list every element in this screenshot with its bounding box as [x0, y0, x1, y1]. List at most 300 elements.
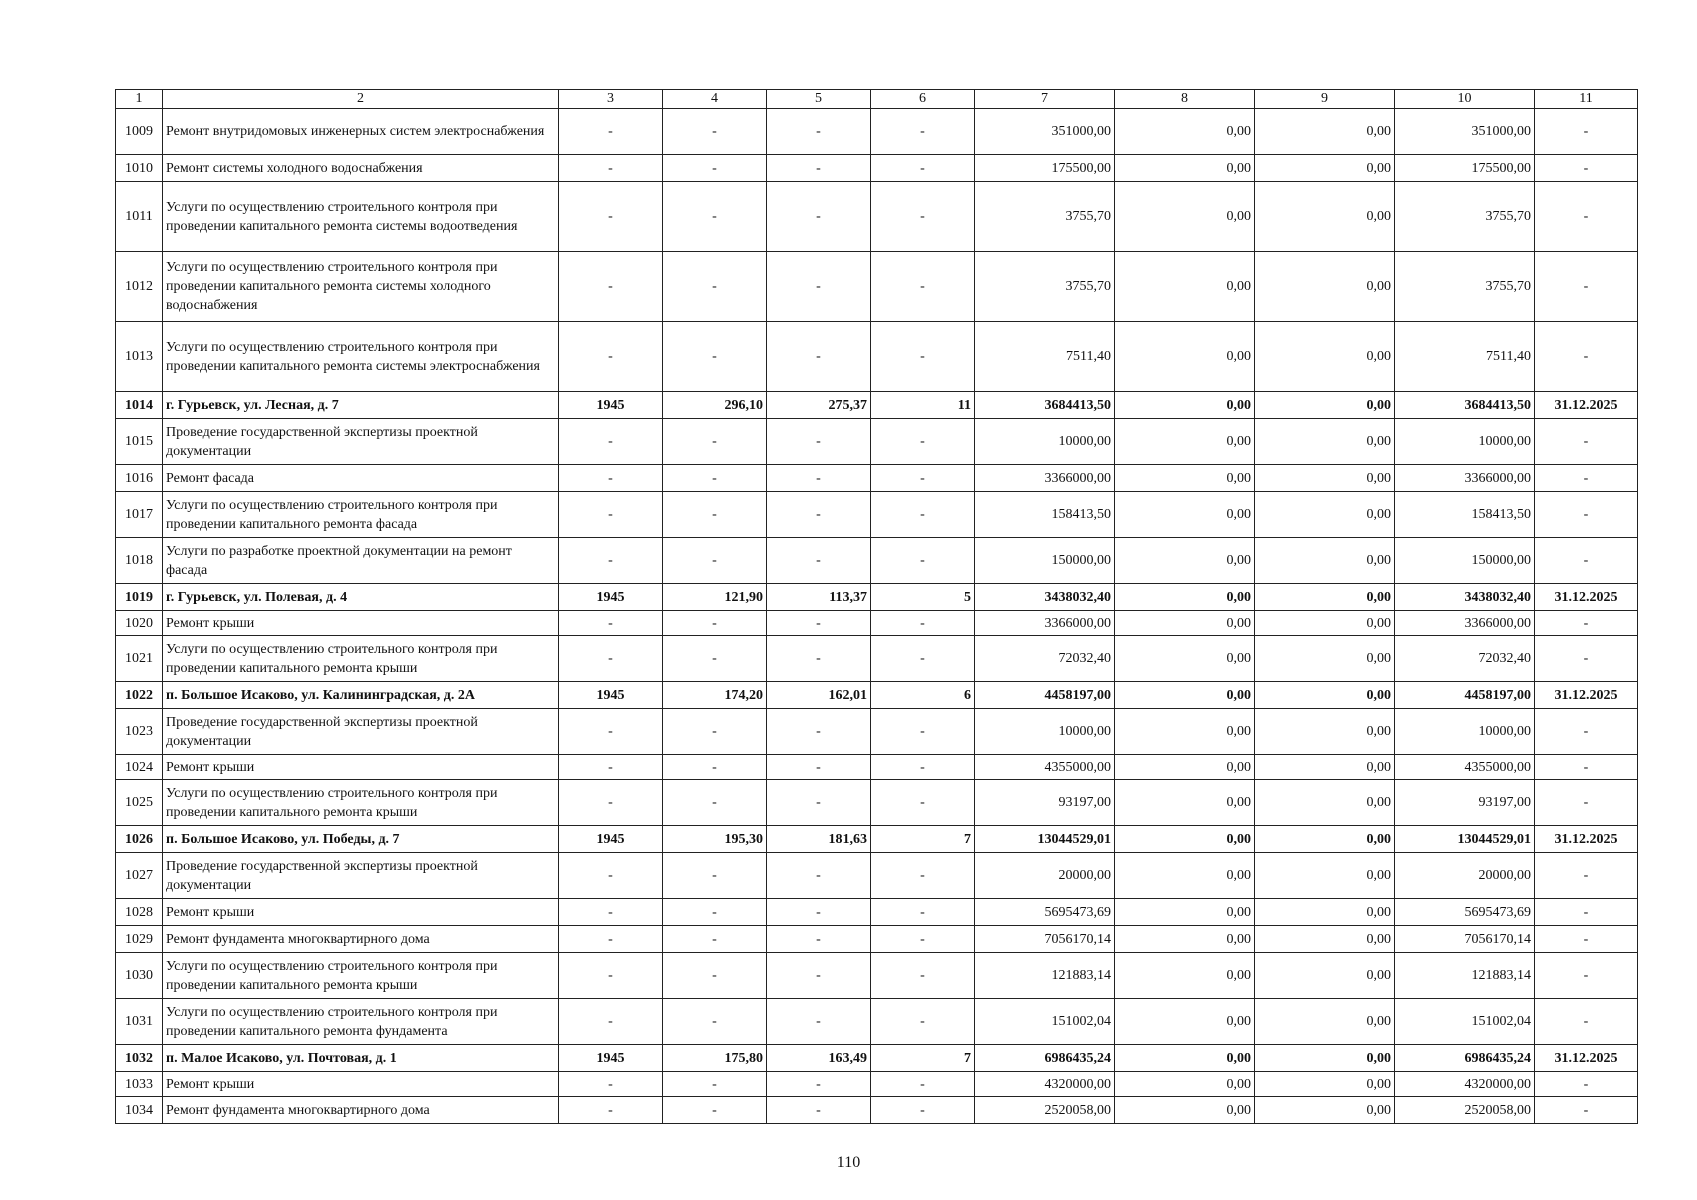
cost-col-9-cell: 0,00: [1255, 492, 1395, 538]
total-cost-cell: 351000,00: [975, 109, 1115, 155]
total-area-cell: 174,20: [663, 682, 767, 709]
completion-date-cell: -: [1535, 953, 1638, 999]
cost-col-10-cell: 175500,00: [1395, 155, 1535, 182]
living-area-cell: -: [767, 492, 871, 538]
total-area-cell: -: [663, 755, 767, 780]
cost-col-8-cell: 0,00: [1115, 584, 1255, 611]
living-area-cell: 113,37: [767, 584, 871, 611]
cost-col-9-cell: 0,00: [1255, 1097, 1395, 1124]
residents-count-cell: -: [871, 1072, 975, 1097]
table-row: [116, 492, 1638, 538]
cost-col-8-cell: 0,00: [1115, 465, 1255, 492]
table-row: [116, 538, 1638, 584]
completion-date-cell: -: [1535, 780, 1638, 826]
row-number-cell: 1014: [116, 392, 163, 419]
completion-date-cell: -: [1535, 636, 1638, 682]
year-built-cell: -: [559, 780, 663, 826]
row-number-cell: 1009: [116, 109, 163, 155]
header-row: [116, 90, 1638, 109]
work-description-cell: Проведение государственной экспертизы проектной документации: [163, 853, 559, 899]
row-number-cell: 1021: [116, 636, 163, 682]
cost-col-9-cell: 0,00: [1255, 999, 1395, 1045]
total-area-cell: -: [663, 611, 767, 636]
year-built-cell: 1945: [559, 392, 663, 419]
total-area-cell: -: [663, 636, 767, 682]
total-cost-cell: 7511,40: [975, 322, 1115, 392]
residents-count-cell: 7: [871, 1045, 975, 1072]
year-built-cell: 1945: [559, 1045, 663, 1072]
residents-count-cell: 6: [871, 682, 975, 709]
cost-col-10-cell: 4320000,00: [1395, 1072, 1535, 1097]
work-description-cell: Услуги по осуществлению строительного контроля при проведении капитального ремонта системы холодного водоснабжения: [163, 252, 559, 322]
work-description-cell: Ремонт фундамента многоквартирного дома: [163, 926, 559, 953]
table-body: [116, 109, 1638, 1124]
total-cost-cell: 13044529,01: [975, 826, 1115, 853]
table-row: [116, 109, 1638, 155]
total-area-cell: -: [663, 155, 767, 182]
cost-col-8-cell: 0,00: [1115, 252, 1255, 322]
work-description-cell: Услуги по осуществлению строительного контроля при проведении капитального ремонта системы электроснабжения: [163, 322, 559, 392]
total-cost-cell: 151002,04: [975, 999, 1115, 1045]
table-row: [116, 465, 1638, 492]
residents-count-cell: -: [871, 155, 975, 182]
work-description-cell: Услуги по осуществлению строительного контроля при проведении капитального ремонта крыши: [163, 780, 559, 826]
cost-col-8-cell: 0,00: [1115, 182, 1255, 252]
cost-col-8-cell: 0,00: [1115, 611, 1255, 636]
work-description-cell: Ремонт крыши: [163, 755, 559, 780]
cost-col-8-cell: 0,00: [1115, 636, 1255, 682]
cost-col-9-cell: 0,00: [1255, 1072, 1395, 1097]
total-area-cell: -: [663, 252, 767, 322]
total-cost-cell: 4320000,00: [975, 1072, 1115, 1097]
cost-col-9-cell: 0,00: [1255, 826, 1395, 853]
completion-date-cell: -: [1535, 182, 1638, 252]
header-cell-10: 10: [1395, 90, 1535, 109]
table-row: [116, 780, 1638, 826]
residents-count-cell: -: [871, 611, 975, 636]
living-area-cell: -: [767, 709, 871, 755]
residents-count-cell: -: [871, 709, 975, 755]
living-area-cell: -: [767, 1097, 871, 1124]
table-row: [116, 322, 1638, 392]
work-description-cell: Ремонт системы холодного водоснабжения: [163, 155, 559, 182]
cost-col-10-cell: 2520058,00: [1395, 1097, 1535, 1124]
table-row: [116, 999, 1638, 1045]
work-description-cell: п. Малое Исаково, ул. Почтовая, д. 1: [163, 1045, 559, 1072]
row-number-cell: 1026: [116, 826, 163, 853]
row-number-cell: 1020: [116, 611, 163, 636]
completion-date-cell: -: [1535, 611, 1638, 636]
completion-date-cell: -: [1535, 899, 1638, 926]
header-cell-7: 7: [975, 90, 1115, 109]
table-row: [116, 611, 1638, 636]
living-area-cell: 181,63: [767, 826, 871, 853]
residents-count-cell: -: [871, 322, 975, 392]
living-area-cell: -: [767, 853, 871, 899]
table-row: [116, 1072, 1638, 1097]
living-area-cell: -: [767, 252, 871, 322]
cost-col-10-cell: 3438032,40: [1395, 584, 1535, 611]
cost-col-9-cell: 0,00: [1255, 322, 1395, 392]
cost-col-10-cell: 3755,70: [1395, 182, 1535, 252]
header-cell-6: 6: [871, 90, 975, 109]
year-built-cell: -: [559, 636, 663, 682]
row-number-cell: 1010: [116, 155, 163, 182]
cost-col-8-cell: 0,00: [1115, 953, 1255, 999]
completion-date-cell: -: [1535, 755, 1638, 780]
year-built-cell: -: [559, 953, 663, 999]
page-number: 110: [836, 1154, 861, 1171]
cost-col-8-cell: 0,00: [1115, 392, 1255, 419]
cost-col-10-cell: 20000,00: [1395, 853, 1535, 899]
completion-date-cell: -: [1535, 1072, 1638, 1097]
year-built-cell: -: [559, 252, 663, 322]
cost-col-9-cell: 0,00: [1255, 465, 1395, 492]
completion-date-cell: 31.12.2025: [1535, 682, 1638, 709]
total-cost-cell: 3684413,50: [975, 392, 1115, 419]
header-cell-4: 4: [663, 90, 767, 109]
cost-col-9-cell: 0,00: [1255, 953, 1395, 999]
total-area-cell: -: [663, 780, 767, 826]
total-cost-cell: 3438032,40: [975, 584, 1115, 611]
total-area-cell: -: [663, 899, 767, 926]
cost-col-10-cell: 5695473,69: [1395, 899, 1535, 926]
row-number-cell: 1031: [116, 999, 163, 1045]
year-built-cell: -: [559, 419, 663, 465]
table-row: [116, 926, 1638, 953]
table-row: [116, 755, 1638, 780]
work-description-cell: Ремонт внутридомовых инженерных систем электроснабжения: [163, 109, 559, 155]
total-area-cell: -: [663, 492, 767, 538]
total-cost-cell: 20000,00: [975, 853, 1115, 899]
row-number-cell: 1017: [116, 492, 163, 538]
work-description-cell: Услуги по осуществлению строительного контроля при проведении капитального ремонта фундамента: [163, 999, 559, 1045]
cost-col-9-cell: 0,00: [1255, 109, 1395, 155]
cost-col-9-cell: 0,00: [1255, 419, 1395, 465]
living-area-cell: -: [767, 780, 871, 826]
cost-col-8-cell: 0,00: [1115, 1072, 1255, 1097]
residents-count-cell: -: [871, 853, 975, 899]
year-built-cell: -: [559, 999, 663, 1045]
work-description-cell: п. Большое Исаково, ул. Калининградская, д. 2А: [163, 682, 559, 709]
cost-col-10-cell: 7056170,14: [1395, 926, 1535, 953]
completion-date-cell: -: [1535, 1097, 1638, 1124]
row-number-cell: 1022: [116, 682, 163, 709]
total-area-cell: -: [663, 109, 767, 155]
completion-date-cell: -: [1535, 926, 1638, 953]
total-cost-cell: 10000,00: [975, 709, 1115, 755]
total-cost-cell: 4355000,00: [975, 755, 1115, 780]
cost-col-10-cell: 6986435,24: [1395, 1045, 1535, 1072]
cost-col-10-cell: 3684413,50: [1395, 392, 1535, 419]
row-number-cell: 1013: [116, 322, 163, 392]
cost-col-9-cell: 0,00: [1255, 252, 1395, 322]
year-built-cell: -: [559, 853, 663, 899]
address-row: [116, 682, 1638, 709]
cost-col-9-cell: 0,00: [1255, 780, 1395, 826]
total-cost-cell: 3755,70: [975, 182, 1115, 252]
address-row: [116, 584, 1638, 611]
total-area-cell: -: [663, 419, 767, 465]
table-row: [116, 252, 1638, 322]
row-number-cell: 1028: [116, 899, 163, 926]
residents-count-cell: 5: [871, 584, 975, 611]
total-cost-cell: 175500,00: [975, 155, 1115, 182]
total-cost-cell: 6986435,24: [975, 1045, 1115, 1072]
total-area-cell: -: [663, 1072, 767, 1097]
year-built-cell: 1945: [559, 584, 663, 611]
cost-col-8-cell: 0,00: [1115, 853, 1255, 899]
completion-date-cell: 31.12.2025: [1535, 584, 1638, 611]
total-area-cell: 175,80: [663, 1045, 767, 1072]
header-cell-11: 11: [1535, 90, 1638, 109]
row-number-cell: 1024: [116, 755, 163, 780]
total-area-cell: 195,30: [663, 826, 767, 853]
cost-col-10-cell: 3755,70: [1395, 252, 1535, 322]
year-built-cell: -: [559, 1097, 663, 1124]
row-number-cell: 1012: [116, 252, 163, 322]
living-area-cell: 162,01: [767, 682, 871, 709]
work-description-cell: Ремонт фасада: [163, 465, 559, 492]
living-area-cell: 275,37: [767, 392, 871, 419]
work-description-cell: Ремонт крыши: [163, 1072, 559, 1097]
total-area-cell: -: [663, 465, 767, 492]
residents-count-cell: -: [871, 465, 975, 492]
year-built-cell: 1945: [559, 682, 663, 709]
header-cell-1: 1: [116, 90, 163, 109]
total-cost-cell: 2520058,00: [975, 1097, 1115, 1124]
cost-col-8-cell: 0,00: [1115, 1045, 1255, 1072]
year-built-cell: -: [559, 926, 663, 953]
residents-count-cell: -: [871, 419, 975, 465]
year-built-cell: -: [559, 182, 663, 252]
work-description-cell: Услуги по осуществлению строительного контроля при проведении капитального ремонта крыши: [163, 953, 559, 999]
year-built-cell: -: [559, 1072, 663, 1097]
cost-col-9-cell: 0,00: [1255, 584, 1395, 611]
total-cost-cell: 93197,00: [975, 780, 1115, 826]
table-row: [116, 853, 1638, 899]
cost-col-8-cell: 0,00: [1115, 826, 1255, 853]
residents-count-cell: -: [871, 636, 975, 682]
living-area-cell: -: [767, 322, 871, 392]
address-row: [116, 826, 1638, 853]
residents-count-cell: -: [871, 538, 975, 584]
living-area-cell: -: [767, 636, 871, 682]
residents-count-cell: 7: [871, 826, 975, 853]
cost-col-8-cell: 0,00: [1115, 155, 1255, 182]
residents-count-cell: -: [871, 252, 975, 322]
living-area-cell: 163,49: [767, 1045, 871, 1072]
residents-count-cell: -: [871, 926, 975, 953]
completion-date-cell: 31.12.2025: [1535, 392, 1638, 419]
cost-col-8-cell: 0,00: [1115, 419, 1255, 465]
cost-col-8-cell: 0,00: [1115, 780, 1255, 826]
header-cell-5: 5: [767, 90, 871, 109]
cost-col-9-cell: 0,00: [1255, 182, 1395, 252]
cost-col-9-cell: 0,00: [1255, 155, 1395, 182]
living-area-cell: -: [767, 611, 871, 636]
cost-col-10-cell: 121883,14: [1395, 953, 1535, 999]
row-number-cell: 1016: [116, 465, 163, 492]
cost-col-10-cell: 93197,00: [1395, 780, 1535, 826]
cost-col-9-cell: 0,00: [1255, 926, 1395, 953]
cost-col-9-cell: 0,00: [1255, 611, 1395, 636]
cost-col-8-cell: 0,00: [1115, 492, 1255, 538]
table-row: [116, 419, 1638, 465]
year-built-cell: -: [559, 899, 663, 926]
address-row: [116, 392, 1638, 419]
table-row: [116, 1097, 1638, 1124]
year-built-cell: -: [559, 322, 663, 392]
cost-col-8-cell: 0,00: [1115, 322, 1255, 392]
cost-col-10-cell: 7511,40: [1395, 322, 1535, 392]
total-area-cell: -: [663, 322, 767, 392]
cost-col-8-cell: 0,00: [1115, 755, 1255, 780]
work-description-cell: Проведение государственной экспертизы проектной документации: [163, 419, 559, 465]
living-area-cell: -: [767, 755, 871, 780]
work-description-cell: Проведение государственной экспертизы проектной документации: [163, 709, 559, 755]
total-area-cell: -: [663, 953, 767, 999]
cost-col-10-cell: 13044529,01: [1395, 826, 1535, 853]
completion-date-cell: 31.12.2025: [1535, 826, 1638, 853]
row-number-cell: 1033: [116, 1072, 163, 1097]
residents-count-cell: -: [871, 1097, 975, 1124]
row-number-cell: 1019: [116, 584, 163, 611]
residents-count-cell: -: [871, 109, 975, 155]
row-number-cell: 1027: [116, 853, 163, 899]
cost-col-8-cell: 0,00: [1115, 682, 1255, 709]
cost-col-8-cell: 0,00: [1115, 538, 1255, 584]
header-cell-9: 9: [1255, 90, 1395, 109]
residents-count-cell: 11: [871, 392, 975, 419]
cost-col-8-cell: 0,00: [1115, 709, 1255, 755]
cost-col-8-cell: 0,00: [1115, 999, 1255, 1045]
row-number-cell: 1018: [116, 538, 163, 584]
cost-col-9-cell: 0,00: [1255, 538, 1395, 584]
year-built-cell: -: [559, 155, 663, 182]
completion-date-cell: -: [1535, 109, 1638, 155]
total-cost-cell: 150000,00: [975, 538, 1115, 584]
year-built-cell: -: [559, 538, 663, 584]
work-description-cell: Ремонт крыши: [163, 611, 559, 636]
total-cost-cell: 72032,40: [975, 636, 1115, 682]
cost-col-10-cell: 3366000,00: [1395, 465, 1535, 492]
header-cell-8: 8: [1115, 90, 1255, 109]
header-cell-3: 3: [559, 90, 663, 109]
completion-date-cell: -: [1535, 465, 1638, 492]
total-area-cell: 121,90: [663, 584, 767, 611]
year-built-cell: -: [559, 755, 663, 780]
cost-col-10-cell: 158413,50: [1395, 492, 1535, 538]
residents-count-cell: -: [871, 780, 975, 826]
total-cost-cell: 10000,00: [975, 419, 1115, 465]
year-built-cell: -: [559, 709, 663, 755]
living-area-cell: -: [767, 1072, 871, 1097]
cost-col-9-cell: 0,00: [1255, 755, 1395, 780]
cost-col-8-cell: 0,00: [1115, 899, 1255, 926]
cost-col-10-cell: 4355000,00: [1395, 755, 1535, 780]
work-description-cell: п. Большое Исаково, ул. Победы, д. 7: [163, 826, 559, 853]
table-row: [116, 182, 1638, 252]
total-cost-cell: 4458197,00: [975, 682, 1115, 709]
table-row: [116, 953, 1638, 999]
living-area-cell: -: [767, 155, 871, 182]
total-cost-cell: 5695473,69: [975, 899, 1115, 926]
cost-col-8-cell: 0,00: [1115, 109, 1255, 155]
total-area-cell: 296,10: [663, 392, 767, 419]
work-description-cell: г. Гурьевск, ул. Полевая, д. 4: [163, 584, 559, 611]
total-area-cell: -: [663, 926, 767, 953]
row-number-cell: 1032: [116, 1045, 163, 1072]
table-row: [116, 899, 1638, 926]
completion-date-cell: -: [1535, 709, 1638, 755]
residents-count-cell: -: [871, 953, 975, 999]
cost-col-9-cell: 0,00: [1255, 392, 1395, 419]
row-number-cell: 1034: [116, 1097, 163, 1124]
completion-date-cell: -: [1535, 322, 1638, 392]
cost-col-8-cell: 0,00: [1115, 1097, 1255, 1124]
cost-col-10-cell: 151002,04: [1395, 999, 1535, 1045]
total-cost-cell: 3755,70: [975, 252, 1115, 322]
total-cost-cell: 121883,14: [975, 953, 1115, 999]
living-area-cell: -: [767, 465, 871, 492]
living-area-cell: -: [767, 419, 871, 465]
residents-count-cell: -: [871, 755, 975, 780]
completion-date-cell: -: [1535, 419, 1638, 465]
completion-date-cell: -: [1535, 252, 1638, 322]
residents-count-cell: -: [871, 492, 975, 538]
year-built-cell: -: [559, 611, 663, 636]
year-built-cell: -: [559, 109, 663, 155]
living-area-cell: -: [767, 926, 871, 953]
total-cost-cell: 158413,50: [975, 492, 1115, 538]
completion-date-cell: -: [1535, 155, 1638, 182]
cost-col-10-cell: 10000,00: [1395, 419, 1535, 465]
cost-col-9-cell: 0,00: [1255, 709, 1395, 755]
living-area-cell: -: [767, 999, 871, 1045]
row-number-cell: 1015: [116, 419, 163, 465]
year-built-cell: -: [559, 465, 663, 492]
total-area-cell: -: [663, 709, 767, 755]
work-schedule-table: [115, 89, 1638, 1124]
work-description-cell: Услуги по осуществлению строительного контроля при проведении капитального ремонта фасада: [163, 492, 559, 538]
total-cost-cell: 3366000,00: [975, 465, 1115, 492]
cost-col-10-cell: 72032,40: [1395, 636, 1535, 682]
work-description-cell: Ремонт крыши: [163, 899, 559, 926]
residents-count-cell: -: [871, 999, 975, 1045]
address-row: [116, 1045, 1638, 1072]
cost-col-9-cell: 0,00: [1255, 899, 1395, 926]
row-number-cell: 1025: [116, 780, 163, 826]
cost-col-10-cell: 10000,00: [1395, 709, 1535, 755]
living-area-cell: -: [767, 538, 871, 584]
cost-col-10-cell: 150000,00: [1395, 538, 1535, 584]
completion-date-cell: -: [1535, 538, 1638, 584]
completion-date-cell: -: [1535, 853, 1638, 899]
work-description-cell: Ремонт фундамента многоквартирного дома: [163, 1097, 559, 1124]
table-row: [116, 155, 1638, 182]
work-description-cell: Услуги по осуществлению строительного контроля при проведении капитального ремонта крыши: [163, 636, 559, 682]
living-area-cell: -: [767, 899, 871, 926]
total-cost-cell: 3366000,00: [975, 611, 1115, 636]
table-row: [116, 636, 1638, 682]
cost-col-10-cell: 3366000,00: [1395, 611, 1535, 636]
living-area-cell: -: [767, 109, 871, 155]
table-row: [116, 709, 1638, 755]
year-built-cell: 1945: [559, 826, 663, 853]
completion-date-cell: 31.12.2025: [1535, 1045, 1638, 1072]
living-area-cell: -: [767, 182, 871, 252]
